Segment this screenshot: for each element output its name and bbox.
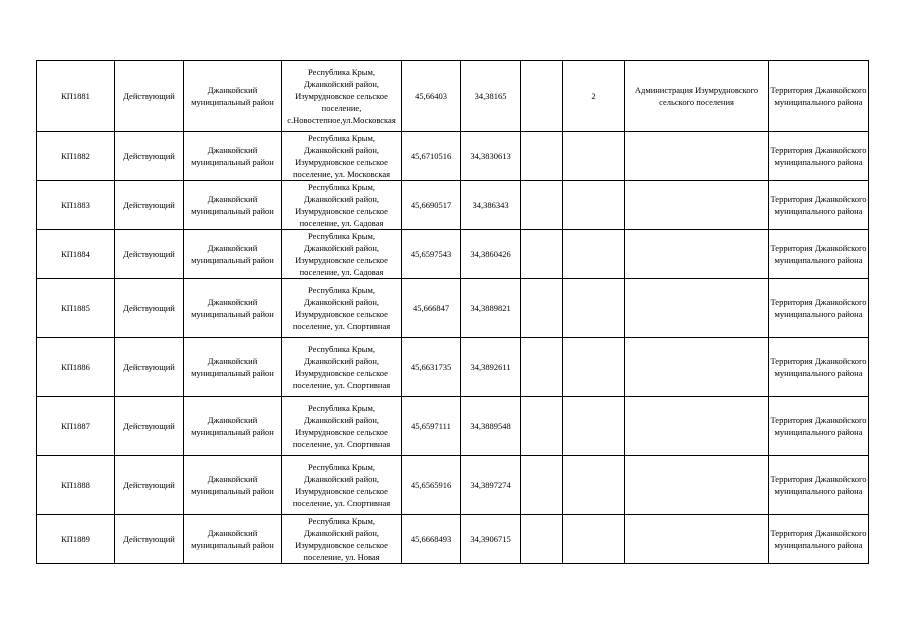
longitude-cell: 34,3860426 [461, 230, 521, 279]
territory-cell: Территория Джанкойского муниципального района [769, 456, 869, 515]
count-cell [563, 456, 625, 515]
territory-cell: Территория Джанкойского муниципального района [769, 338, 869, 397]
address-cell: Республика Крым, Джанкойский район, Изумрудновское сельское поселение, ул. Спортивная [282, 456, 402, 515]
site-id-cell: КП1889 [37, 515, 115, 564]
address-cell: Республика Крым, Джанкойский район, Изумрудновское сельское поселение, ул. Садовая [282, 230, 402, 279]
latitude-cell: 45,6597111 [402, 397, 461, 456]
address-cell: Республика Крым, Джанкойский район, Изумрудновское сельское поселение, ул. Садовая [282, 181, 402, 230]
owner-cell [625, 132, 769, 181]
latitude-cell: 45,6565916 [402, 456, 461, 515]
latitude-cell: 45,6631735 [402, 338, 461, 397]
latitude-cell: 45,666847 [402, 279, 461, 338]
owner-cell [625, 338, 769, 397]
count-cell [563, 230, 625, 279]
empty-cell [521, 132, 563, 181]
district-cell: Джанкойский муниципальный район [184, 279, 282, 338]
status-cell: Действующий [115, 397, 184, 456]
container-sites-table [36, 60, 869, 564]
district-cell: Джанкойский муниципальный район [184, 338, 282, 397]
table-row [37, 61, 869, 132]
empty-cell [521, 181, 563, 230]
site-id-cell: КП1884 [37, 230, 115, 279]
latitude-cell: 45,6710516 [402, 132, 461, 181]
owner-cell [625, 279, 769, 338]
owner-cell [625, 397, 769, 456]
site-id-cell: КП1883 [37, 181, 115, 230]
longitude-cell: 34,3889821 [461, 279, 521, 338]
count-cell [563, 338, 625, 397]
empty-cell [521, 397, 563, 456]
table-row [37, 230, 869, 279]
territory-cell: Территория Джанкойского муниципального района [769, 61, 869, 132]
longitude-cell: 34,386343 [461, 181, 521, 230]
count-cell [563, 181, 625, 230]
address-cell: Республика Крым, Джанкойский район, Изумрудновское сельское поселение, с.Новостепное,ул.Московская [282, 61, 402, 132]
status-cell: Действующий [115, 279, 184, 338]
empty-cell [521, 61, 563, 132]
status-cell: Действующий [115, 132, 184, 181]
empty-cell [521, 515, 563, 564]
territory-cell: Территория Джанкойского муниципального района [769, 132, 869, 181]
territory-cell: Территория Джанкойского муниципального района [769, 515, 869, 564]
empty-cell [521, 230, 563, 279]
count-cell [563, 397, 625, 456]
longitude-cell: 34,3892611 [461, 338, 521, 397]
table-row [37, 397, 869, 456]
count-cell: 2 [563, 61, 625, 132]
district-cell: Джанкойский муниципальный район [184, 181, 282, 230]
table-row [37, 279, 869, 338]
territory-cell: Территория Джанкойского муниципального района [769, 230, 869, 279]
owner-cell [625, 230, 769, 279]
count-cell [563, 132, 625, 181]
latitude-cell: 45,6690517 [402, 181, 461, 230]
site-id-cell: КП1881 [37, 61, 115, 132]
territory-cell: Территория Джанкойского муниципального района [769, 279, 869, 338]
status-cell: Действующий [115, 230, 184, 279]
longitude-cell: 34,3897274 [461, 456, 521, 515]
longitude-cell: 34,38165 [461, 61, 521, 132]
owner-cell: Администрация Изумрудновского сельского поселения [625, 61, 769, 132]
count-cell [563, 279, 625, 338]
longitude-cell: 34,3830613 [461, 132, 521, 181]
site-id-cell: КП1888 [37, 456, 115, 515]
count-cell [563, 515, 625, 564]
district-cell: Джанкойский муниципальный район [184, 132, 282, 181]
owner-cell [625, 181, 769, 230]
table-row [37, 338, 869, 397]
site-id-cell: КП1886 [37, 338, 115, 397]
status-cell: Действующий [115, 61, 184, 132]
empty-cell [521, 456, 563, 515]
status-cell: Действующий [115, 181, 184, 230]
district-cell: Джанкойский муниципальный район [184, 230, 282, 279]
table-row [37, 456, 869, 515]
latitude-cell: 45,6597543 [402, 230, 461, 279]
latitude-cell: 45,6668493 [402, 515, 461, 564]
owner-cell [625, 456, 769, 515]
status-cell: Действующий [115, 515, 184, 564]
district-cell: Джанкойский муниципальный район [184, 456, 282, 515]
district-cell: Джанкойский муниципальный район [184, 61, 282, 132]
territory-cell: Территория Джанкойского муниципального района [769, 181, 869, 230]
latitude-cell: 45,66403 [402, 61, 461, 132]
district-cell: Джанкойский муниципальный район [184, 515, 282, 564]
table-row [37, 132, 869, 181]
empty-cell [521, 279, 563, 338]
owner-cell [625, 515, 769, 564]
table-row [37, 515, 869, 564]
district-cell: Джанкойский муниципальный район [184, 397, 282, 456]
longitude-cell: 34,3889548 [461, 397, 521, 456]
address-cell: Республика Крым, Джанкойский район, Изумрудновское сельское поселение, ул. Спортивная [282, 397, 402, 456]
site-id-cell: КП1885 [37, 279, 115, 338]
table-row [37, 181, 869, 230]
site-id-cell: КП1882 [37, 132, 115, 181]
territory-cell: Территория Джанкойского муниципального района [769, 397, 869, 456]
longitude-cell: 34,3906715 [461, 515, 521, 564]
status-cell: Действующий [115, 338, 184, 397]
site-id-cell: КП1887 [37, 397, 115, 456]
address-cell: Республика Крым, Джанкойский район, Изумрудновское сельское поселение, ул. Московская [282, 132, 402, 181]
address-cell: Республика Крым, Джанкойский район, Изумрудновское сельское поселение, ул. Спортивная [282, 338, 402, 397]
address-cell: Республика Крым, Джанкойский район, Изумрудновское сельское поселение, ул. Спортивная [282, 279, 402, 338]
address-cell: Республика Крым, Джанкойский район, Изумрудновское сельское поселение, ул. Новая [282, 515, 402, 564]
empty-cell [521, 338, 563, 397]
status-cell: Действующий [115, 456, 184, 515]
